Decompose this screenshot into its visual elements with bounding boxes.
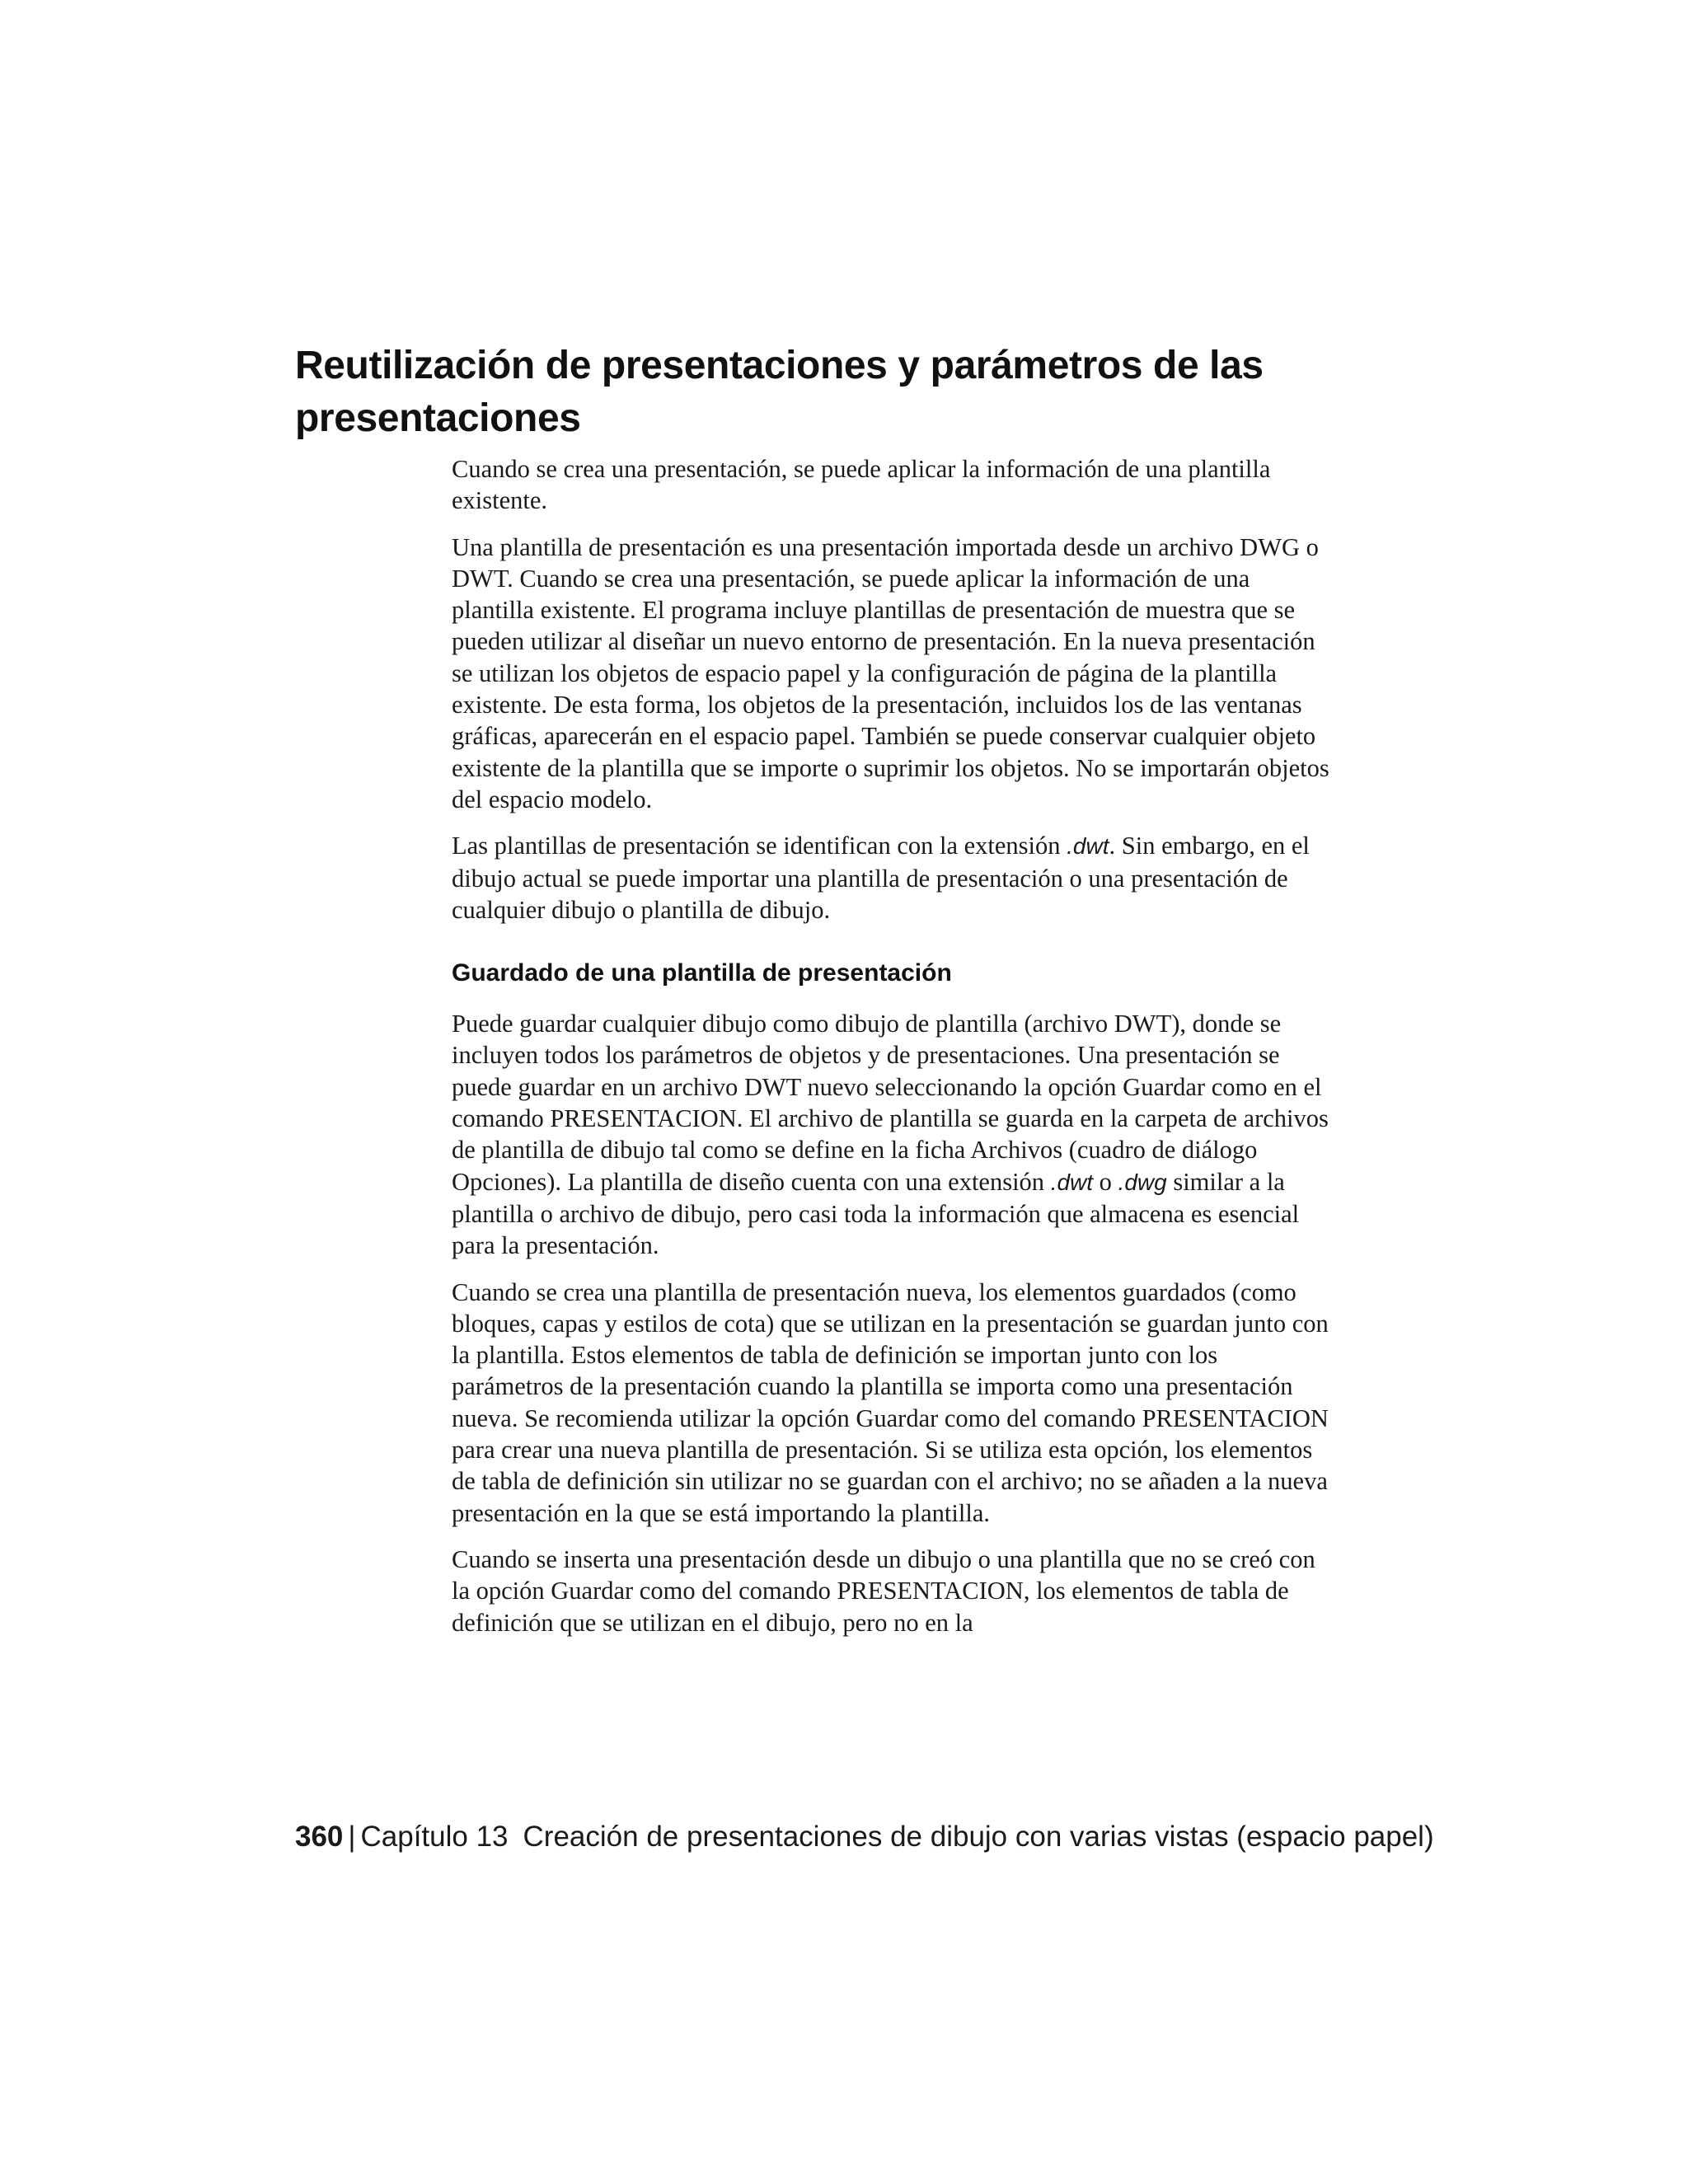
text-run: . Sin embargo, en el dibujo actual se puede importar una plantilla de presentación o una presentación de cualquier dibujo o plantilla de dibujo.: [452, 832, 1310, 924]
page-number: 360: [295, 1821, 344, 1853]
paragraph-save-template: [452, 1008, 1334, 1261]
chapter-title: Creación de presentaciones de dibujo con varias vistas (espacio papel): [523, 1821, 1434, 1853]
chapter-label: Capítulo 13: [360, 1821, 509, 1853]
file-extension: .dwt: [1050, 1169, 1094, 1195]
section-heading: Guardado de una plantilla de presentación: [452, 959, 952, 987]
paragraph-template-extension: [452, 830, 1334, 926]
file-extension: .dwg: [1118, 1169, 1167, 1195]
text-run: Las plantillas de presentación se identifican con la extensión: [452, 832, 1067, 860]
page-footer: [295, 1819, 1449, 1855]
text-run: Puede guardar cualquier dibujo como dibujo de plantilla (archivo DWT), donde se incluyen todos los parámetros de objetos y de presentaciones. Una presentación se puede guardar en un archivo DWT nuevo seleccionando la opción Guardar como en el comando PRESENTACION. El archivo de plantilla se guarda en la carpeta de archivos de plantilla de dibujo tal como se define en la ficha Archivos (cuadro de diálogo Opciones). La plantilla de diseño cuenta con una extensión: [452, 1010, 1329, 1196]
paragraph-insert-layout: Cuando se inserta una presentación desde un dibujo o una plantilla que no se creó con la opción Guardar como del comando PRESENTACION, los elementos de tabla de definición que se utilizan en el dibujo, pero no en la: [452, 1544, 1315, 1637]
paragraph-new-template: Cuando se crea una plantilla de presentación nueva, los elementos guardados (como bloques, capas y estilos de cota) que se utilizan en la presentación se guardan junto con la plantilla. Estos elementos de tabla de definición se importan junto con los parámetros de la presentación cuando la plantilla se importa como una presentación nueva. Se recomienda utilizar la opción Guardar como del comando PRESENTACION para crear una nueva plantilla de presentación. Si se utiliza esta opción, los elementos de tabla de definición sin utilizar no se guardan con el archivo; no se añaden a la nueva presentación en la que se está importando la plantilla.: [452, 1277, 1329, 1527]
file-extension: .dwt: [1067, 833, 1109, 860]
text-run: o: [1093, 1167, 1118, 1196]
page-title: Reutilización de presentaciones y parámetros de las presentaciones: [295, 344, 1264, 440]
intro-paragraph: Cuando se crea una presentación, se puede aplicar la información de una plantilla existente.: [452, 455, 1271, 515]
text-run: similar a la plantilla o archivo de dibujo, pero casi toda la información que almacena es esencial para la presentación.: [452, 1167, 1300, 1260]
footer-separator: |: [348, 1821, 356, 1853]
paragraph-template-definition: Una plantilla de presentación es una presentación importada desde un archivo DWG o DWT. Cuando se crea una presentación, se puede aplicar la información de una plantilla existente. El programa incluye plantillas de presentación de muestra que se pueden utilizar al diseñar un nuevo entorno de presentación. En la nueva presentación se utilizan los objetos de espacio papel y la configuración de página de la plantilla existente. De esta forma, los objetos de la presentación, incluidos los de las ventanas gráficas, aparecerán en el espacio papel. También se puede conservar cualquier objeto existente de la plantilla que se importe o suprimir los objetos. No se importarán objetos del espacio modelo.: [452, 532, 1329, 813]
body-text: [452, 453, 1334, 1653]
